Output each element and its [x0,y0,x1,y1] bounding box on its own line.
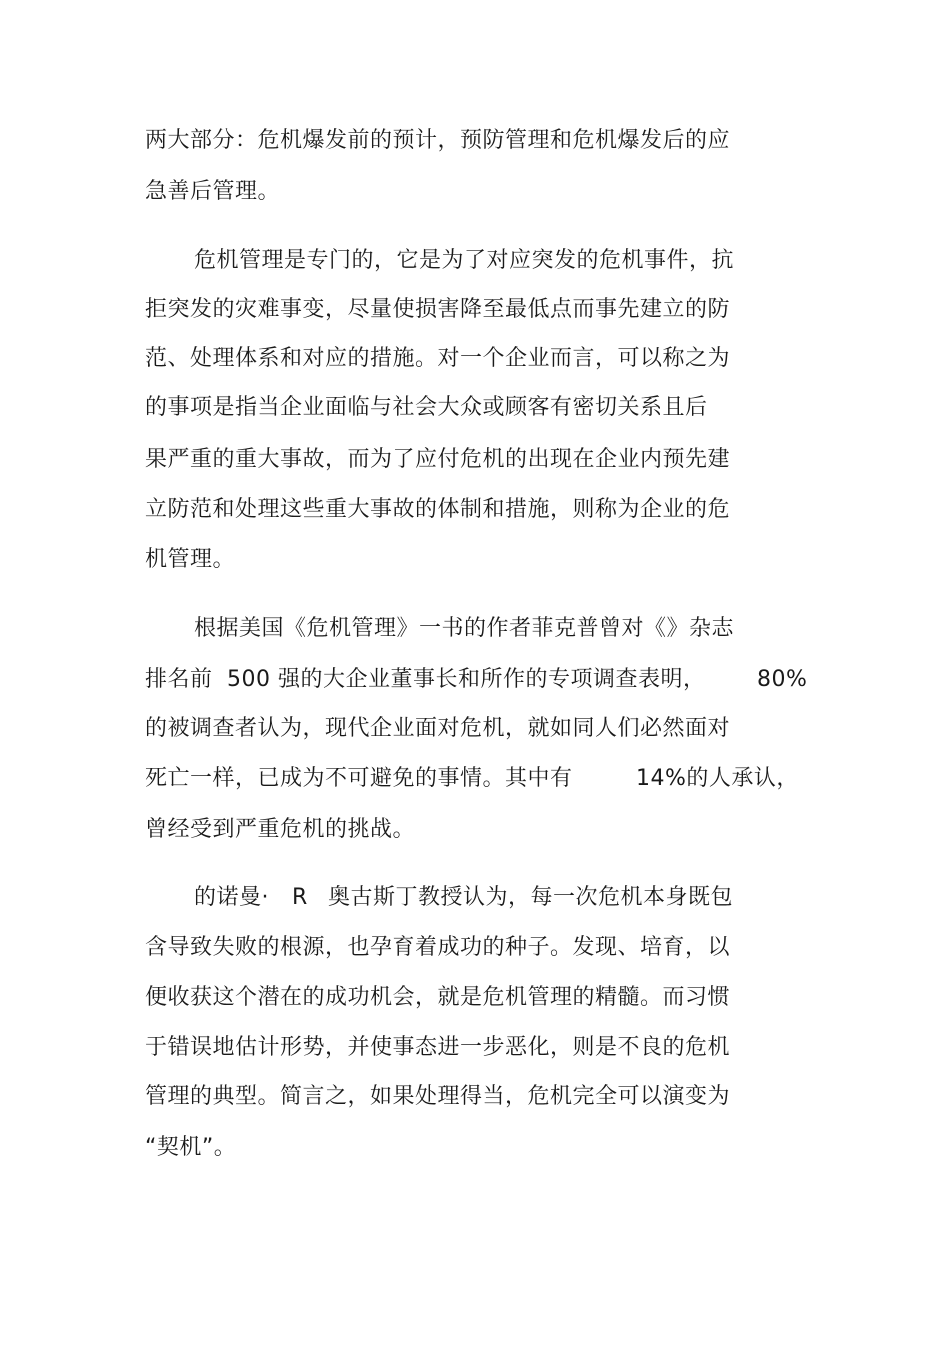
text-line: 拒突发的灾难事变，尽量使损害降至最低点而事先建立的防 [145,297,731,322]
text-line: 便收获这个潜在的成功机会，就是危机管理的精髓。而习惯 [145,985,731,1010]
text-line: 管理的典型。简言之，如果处理得当，危机完全可以演变为 [145,1084,731,1109]
text-line: “契机”。 [145,1135,237,1160]
text-segment: 的诺曼· [194,885,269,910]
text-segment: 死亡一样，已成为不可避免的事情。其中有 [145,766,573,791]
text-line: 曾经受到严重危机的挑战。 [145,817,416,842]
text-line: 机管理。 [145,547,236,572]
text-line: 两大部分：危机爆发前的预计，预防管理和危机爆发后的应 [145,128,731,153]
text-line [145,764,805,794]
text-segment: 奥古斯丁教授认为，每一次危机本身既包 [328,885,734,910]
text-line: 含导致失败的根源，也孕育着成功的种子。发现、培育，以 [145,935,731,960]
text-line: 范、处理体系和对应的措施。对一个企业而言，可以称之为 [145,346,731,371]
text-line: 的被调查者认为，现代企业面对危机，就如同人们必然面对 [145,716,731,741]
text-line [194,883,754,913]
text-line: 根据美国《危机管理》一书的作者菲克普曾对《》杂志 [194,616,735,641]
text-segment: 排名前 [145,667,213,692]
text-segment: 14%的人承认， [636,766,799,791]
text-line: 急善后管理。 [145,179,281,204]
text-line: 于错误地估计形势，并使事态进一步恶化，则是不良的危机 [145,1035,731,1060]
text-segment: 80% [757,667,808,692]
text-segment: R [292,885,308,910]
text-line: 的事项是指当企业面临与社会大众或顾客有密切关系且后 [145,395,708,420]
text-segment: 500 强的大企业董事长和所作的专项调查表明， [227,667,706,692]
text-line [145,665,815,695]
text-line: 立防范和处理这些重大事故的体制和措施，则称为企业的危 [145,497,731,522]
text-line: 果严重的重大事故，而为了应付危机的出现在企业内预先建 [145,447,731,472]
text-line: 危机管理是专门的，它是为了对应突发的危机事件，抗 [194,248,735,273]
